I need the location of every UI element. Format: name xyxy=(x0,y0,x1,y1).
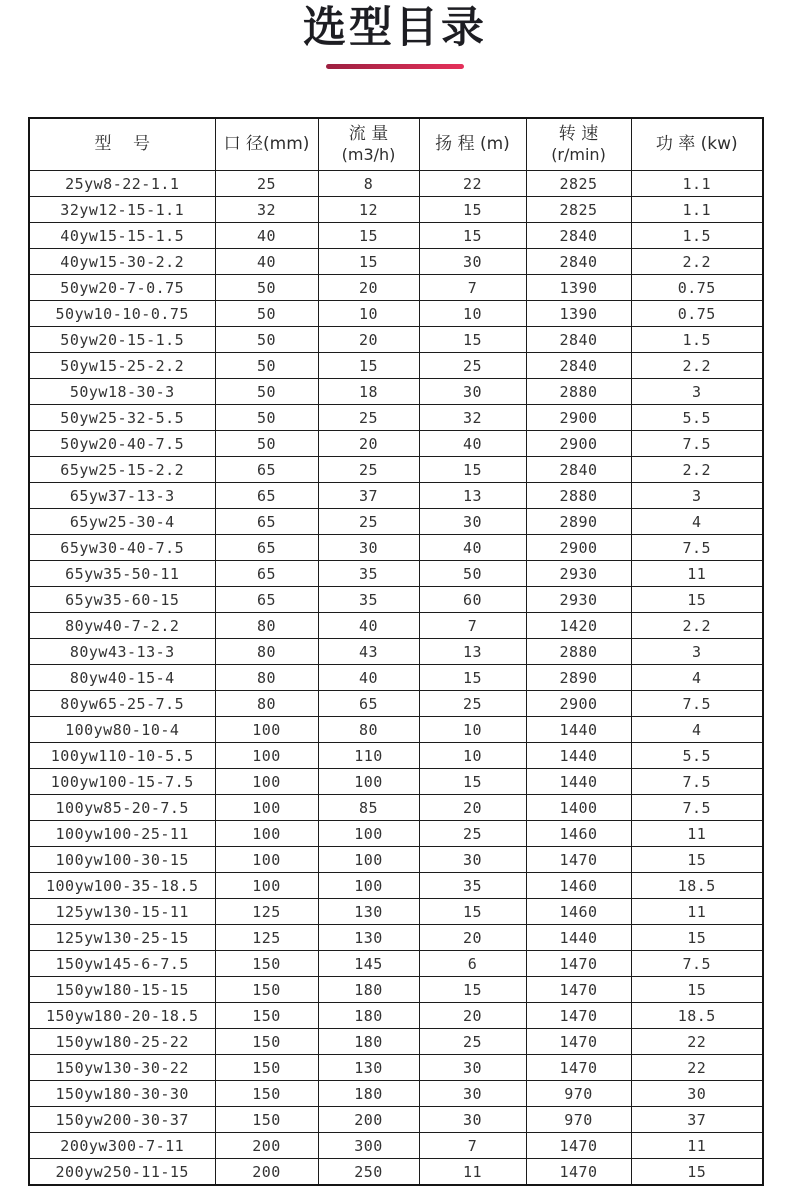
table-row xyxy=(29,795,763,821)
cell-power: 7.5 xyxy=(631,769,763,795)
cell-speed: 1470 xyxy=(526,977,631,1003)
cell-power: 11 xyxy=(631,899,763,925)
column-header-diameter xyxy=(215,118,318,171)
table-row xyxy=(29,1107,763,1133)
cell-model: 50yw10-10-0.75 xyxy=(29,301,215,327)
column-header-model-line1: 型 号 xyxy=(94,133,151,154)
table-row xyxy=(29,821,763,847)
cell-flow: 15 xyxy=(318,249,419,275)
cell-diameter: 65 xyxy=(215,561,318,587)
cell-power: 5.5 xyxy=(631,405,763,431)
cell-power: 18.5 xyxy=(631,873,763,899)
cell-power: 18.5 xyxy=(631,1003,763,1029)
cell-flow: 300 xyxy=(318,1133,419,1159)
cell-diameter: 65 xyxy=(215,457,318,483)
table-row xyxy=(29,899,763,925)
cell-model: 150yw200-30-37 xyxy=(29,1107,215,1133)
cell-head: 7 xyxy=(419,275,526,301)
cell-flow: 40 xyxy=(318,613,419,639)
cell-speed: 1440 xyxy=(526,769,631,795)
cell-head: 15 xyxy=(419,197,526,223)
cell-model: 150yw180-15-15 xyxy=(29,977,215,1003)
table-row xyxy=(29,457,763,483)
cell-diameter: 100 xyxy=(215,795,318,821)
cell-diameter: 150 xyxy=(215,977,318,1003)
cell-diameter: 65 xyxy=(215,535,318,561)
cell-head: 30 xyxy=(419,509,526,535)
cell-model: 80yw40-7-2.2 xyxy=(29,613,215,639)
column-header-flow xyxy=(318,118,419,171)
cell-diameter: 150 xyxy=(215,1029,318,1055)
table-row xyxy=(29,977,763,1003)
cell-speed: 1470 xyxy=(526,951,631,977)
cell-head: 10 xyxy=(419,743,526,769)
cell-diameter: 100 xyxy=(215,717,318,743)
table-row xyxy=(29,223,763,249)
cell-diameter: 50 xyxy=(215,431,318,457)
cell-speed: 1420 xyxy=(526,613,631,639)
cell-diameter: 50 xyxy=(215,327,318,353)
table-row xyxy=(29,535,763,561)
table-row xyxy=(29,249,763,275)
cell-power: 3 xyxy=(631,483,763,509)
cell-power: 15 xyxy=(631,977,763,1003)
cell-diameter: 125 xyxy=(215,925,318,951)
cell-flow: 180 xyxy=(318,977,419,1003)
cell-diameter: 150 xyxy=(215,1055,318,1081)
cell-power: 2.2 xyxy=(631,457,763,483)
cell-head: 6 xyxy=(419,951,526,977)
cell-power: 11 xyxy=(631,561,763,587)
cell-flow: 43 xyxy=(318,639,419,665)
cell-head: 13 xyxy=(419,483,526,509)
cell-diameter: 65 xyxy=(215,509,318,535)
table-row xyxy=(29,639,763,665)
cell-speed: 2840 xyxy=(526,223,631,249)
cell-model: 50yw20-40-7.5 xyxy=(29,431,215,457)
cell-flow: 80 xyxy=(318,717,419,743)
cell-power: 11 xyxy=(631,821,763,847)
cell-flow: 20 xyxy=(318,327,419,353)
cell-flow: 180 xyxy=(318,1081,419,1107)
cell-power: 7.5 xyxy=(631,535,763,561)
cell-speed: 1470 xyxy=(526,1159,631,1186)
cell-flow: 40 xyxy=(318,665,419,691)
cell-model: 100yw100-30-15 xyxy=(29,847,215,873)
cell-model: 150yw180-30-30 xyxy=(29,1081,215,1107)
cell-head: 20 xyxy=(419,925,526,951)
cell-diameter: 100 xyxy=(215,821,318,847)
cell-head: 40 xyxy=(419,431,526,457)
cell-flow: 130 xyxy=(318,1055,419,1081)
column-header-flow-line2: (m3/h) xyxy=(341,145,396,165)
cell-diameter: 40 xyxy=(215,249,318,275)
cell-flow: 130 xyxy=(318,899,419,925)
cell-speed: 1440 xyxy=(526,743,631,769)
cell-model: 65yw30-40-7.5 xyxy=(29,535,215,561)
table-row xyxy=(29,379,763,405)
cell-diameter: 100 xyxy=(215,743,318,769)
cell-speed: 1400 xyxy=(526,795,631,821)
cell-flow: 85 xyxy=(318,795,419,821)
cell-diameter: 80 xyxy=(215,613,318,639)
cell-head: 15 xyxy=(419,457,526,483)
cell-diameter: 150 xyxy=(215,1081,318,1107)
table-row xyxy=(29,327,763,353)
cell-flow: 100 xyxy=(318,821,419,847)
cell-diameter: 50 xyxy=(215,379,318,405)
table-row xyxy=(29,509,763,535)
cell-diameter: 80 xyxy=(215,665,318,691)
cell-flow: 35 xyxy=(318,587,419,613)
cell-power: 11 xyxy=(631,1133,763,1159)
cell-model: 80yw40-15-4 xyxy=(29,665,215,691)
cell-model: 25yw8-22-1.1 xyxy=(29,171,215,197)
cell-flow: 100 xyxy=(318,873,419,899)
cell-power: 1.5 xyxy=(631,327,763,353)
cell-power: 15 xyxy=(631,1159,763,1186)
cell-model: 125yw130-15-11 xyxy=(29,899,215,925)
cell-diameter: 200 xyxy=(215,1133,318,1159)
cell-head: 30 xyxy=(419,1107,526,1133)
cell-head: 25 xyxy=(419,353,526,379)
cell-model: 40yw15-15-1.5 xyxy=(29,223,215,249)
cell-diameter: 125 xyxy=(215,899,318,925)
header-row xyxy=(29,118,763,171)
cell-flow: 25 xyxy=(318,509,419,535)
cell-power: 22 xyxy=(631,1029,763,1055)
cell-flow: 15 xyxy=(318,223,419,249)
cell-diameter: 80 xyxy=(215,639,318,665)
cell-speed: 2840 xyxy=(526,457,631,483)
cell-power: 1.1 xyxy=(631,197,763,223)
cell-head: 30 xyxy=(419,1055,526,1081)
column-header-head xyxy=(419,118,526,171)
column-header-speed xyxy=(526,118,631,171)
cell-power: 3 xyxy=(631,379,763,405)
cell-diameter: 40 xyxy=(215,223,318,249)
cell-flow: 20 xyxy=(318,431,419,457)
cell-diameter: 50 xyxy=(215,353,318,379)
table-row xyxy=(29,873,763,899)
table-row xyxy=(29,769,763,795)
cell-flow: 200 xyxy=(318,1107,419,1133)
cell-speed: 2825 xyxy=(526,197,631,223)
cell-head: 60 xyxy=(419,587,526,613)
cell-diameter: 200 xyxy=(215,1159,318,1186)
table-row xyxy=(29,1133,763,1159)
cell-model: 65yw25-30-4 xyxy=(29,509,215,535)
cell-speed: 1440 xyxy=(526,717,631,743)
page-title: 选型目录 xyxy=(303,3,487,53)
cell-head: 15 xyxy=(419,769,526,795)
cell-diameter: 100 xyxy=(215,873,318,899)
cell-power: 2.2 xyxy=(631,613,763,639)
table-row xyxy=(29,743,763,769)
cell-power: 15 xyxy=(631,925,763,951)
cell-flow: 10 xyxy=(318,301,419,327)
cell-power: 2.2 xyxy=(631,353,763,379)
cell-head: 11 xyxy=(419,1159,526,1186)
cell-speed: 1470 xyxy=(526,1029,631,1055)
cell-flow: 12 xyxy=(318,197,419,223)
cell-head: 30 xyxy=(419,249,526,275)
cell-power: 0.75 xyxy=(631,301,763,327)
table-row xyxy=(29,1029,763,1055)
cell-flow: 37 xyxy=(318,483,419,509)
cell-speed: 1440 xyxy=(526,925,631,951)
cell-head: 30 xyxy=(419,379,526,405)
cell-flow: 30 xyxy=(318,535,419,561)
cell-speed: 1470 xyxy=(526,1133,631,1159)
cell-flow: 15 xyxy=(318,353,419,379)
cell-model: 200yw300-7-11 xyxy=(29,1133,215,1159)
table-row xyxy=(29,353,763,379)
cell-flow: 25 xyxy=(318,405,419,431)
cell-model: 40yw15-30-2.2 xyxy=(29,249,215,275)
cell-diameter: 25 xyxy=(215,171,318,197)
cell-model: 150yw130-30-22 xyxy=(29,1055,215,1081)
table-row xyxy=(29,951,763,977)
cell-head: 35 xyxy=(419,873,526,899)
table-row xyxy=(29,405,763,431)
cell-power: 2.2 xyxy=(631,249,763,275)
cell-speed: 2900 xyxy=(526,431,631,457)
cell-model: 100yw100-15-7.5 xyxy=(29,769,215,795)
cell-model: 32yw12-15-1.1 xyxy=(29,197,215,223)
table-row xyxy=(29,1003,763,1029)
cell-flow: 18 xyxy=(318,379,419,405)
cell-power: 5.5 xyxy=(631,743,763,769)
cell-flow: 110 xyxy=(318,743,419,769)
cell-model: 100yw110-10-5.5 xyxy=(29,743,215,769)
cell-speed: 2840 xyxy=(526,249,631,275)
table-row xyxy=(29,1081,763,1107)
cell-model: 80yw65-25-7.5 xyxy=(29,691,215,717)
cell-head: 10 xyxy=(419,717,526,743)
cell-head: 15 xyxy=(419,223,526,249)
cell-speed: 970 xyxy=(526,1107,631,1133)
cell-model: 150yw145-6-7.5 xyxy=(29,951,215,977)
cell-head: 15 xyxy=(419,327,526,353)
cell-diameter: 100 xyxy=(215,769,318,795)
cell-speed: 2930 xyxy=(526,561,631,587)
table-row xyxy=(29,691,763,717)
cell-model: 100yw80-10-4 xyxy=(29,717,215,743)
cell-speed: 2880 xyxy=(526,639,631,665)
cell-head: 32 xyxy=(419,405,526,431)
cell-power: 7.5 xyxy=(631,795,763,821)
cell-head: 20 xyxy=(419,1003,526,1029)
table-body xyxy=(29,171,763,1186)
cell-power: 30 xyxy=(631,1081,763,1107)
cell-diameter: 50 xyxy=(215,301,318,327)
table-row xyxy=(29,431,763,457)
cell-flow: 180 xyxy=(318,1029,419,1055)
cell-power: 22 xyxy=(631,1055,763,1081)
table-row xyxy=(29,301,763,327)
cell-head: 15 xyxy=(419,899,526,925)
cell-speed: 970 xyxy=(526,1081,631,1107)
cell-flow: 100 xyxy=(318,769,419,795)
cell-model: 65yw35-60-15 xyxy=(29,587,215,613)
table-row xyxy=(29,587,763,613)
column-header-power-line1: 功 率 (kw) xyxy=(655,133,738,154)
cell-diameter: 65 xyxy=(215,587,318,613)
cell-speed: 1470 xyxy=(526,1055,631,1081)
cell-model: 50yw15-25-2.2 xyxy=(29,353,215,379)
table-header xyxy=(29,118,763,171)
selection-table xyxy=(28,117,764,1186)
table-row xyxy=(29,717,763,743)
table-row xyxy=(29,1159,763,1186)
cell-flow: 8 xyxy=(318,171,419,197)
cell-diameter: 150 xyxy=(215,1107,318,1133)
cell-speed: 1460 xyxy=(526,899,631,925)
cell-model: 200yw250-11-15 xyxy=(29,1159,215,1186)
cell-model: 50yw25-32-5.5 xyxy=(29,405,215,431)
cell-model: 65yw35-50-11 xyxy=(29,561,215,587)
cell-power: 4 xyxy=(631,717,763,743)
cell-flow: 180 xyxy=(318,1003,419,1029)
cell-model: 50yw18-30-3 xyxy=(29,379,215,405)
cell-speed: 2900 xyxy=(526,535,631,561)
cell-power: 4 xyxy=(631,665,763,691)
cell-model: 65yw25-15-2.2 xyxy=(29,457,215,483)
cell-model: 125yw130-25-15 xyxy=(29,925,215,951)
cell-model: 65yw37-13-3 xyxy=(29,483,215,509)
table-row xyxy=(29,275,763,301)
cell-power: 7.5 xyxy=(631,691,763,717)
cell-flow: 250 xyxy=(318,1159,419,1186)
cell-flow: 130 xyxy=(318,925,419,951)
column-header-speed-line2: (r/min) xyxy=(551,145,606,165)
table-row xyxy=(29,1055,763,1081)
cell-diameter: 150 xyxy=(215,951,318,977)
cell-speed: 1470 xyxy=(526,1003,631,1029)
cell-power: 0.75 xyxy=(631,275,763,301)
cell-head: 22 xyxy=(419,171,526,197)
cell-speed: 2890 xyxy=(526,665,631,691)
cell-head: 30 xyxy=(419,1081,526,1107)
cell-head: 40 xyxy=(419,535,526,561)
table-row xyxy=(29,483,763,509)
cell-head: 15 xyxy=(419,977,526,1003)
cell-head: 7 xyxy=(419,613,526,639)
cell-speed: 1460 xyxy=(526,821,631,847)
column-header-speed-line1: 转 速 xyxy=(558,123,599,144)
cell-power: 1.5 xyxy=(631,223,763,249)
column-header-flow-line1: 流 量 xyxy=(348,123,389,144)
cell-diameter: 32 xyxy=(215,197,318,223)
cell-head: 50 xyxy=(419,561,526,587)
cell-model: 100yw85-20-7.5 xyxy=(29,795,215,821)
cell-power: 7.5 xyxy=(631,431,763,457)
cell-power: 15 xyxy=(631,847,763,873)
cell-power: 15 xyxy=(631,587,763,613)
column-header-power xyxy=(631,118,763,171)
cell-model: 50yw20-7-0.75 xyxy=(29,275,215,301)
cell-head: 20 xyxy=(419,795,526,821)
table-row xyxy=(29,613,763,639)
cell-power: 1.1 xyxy=(631,171,763,197)
cell-diameter: 65 xyxy=(215,483,318,509)
cell-head: 13 xyxy=(419,639,526,665)
cell-head: 25 xyxy=(419,1029,526,1055)
cell-head: 25 xyxy=(419,821,526,847)
cell-flow: 25 xyxy=(318,457,419,483)
cell-flow: 35 xyxy=(318,561,419,587)
cell-power: 3 xyxy=(631,639,763,665)
cell-head: 25 xyxy=(419,691,526,717)
cell-head: 30 xyxy=(419,847,526,873)
cell-flow: 145 xyxy=(318,951,419,977)
table-row xyxy=(29,171,763,197)
cell-head: 10 xyxy=(419,301,526,327)
cell-speed: 2900 xyxy=(526,691,631,717)
cell-diameter: 100 xyxy=(215,847,318,873)
cell-speed: 2840 xyxy=(526,327,631,353)
cell-speed: 2825 xyxy=(526,171,631,197)
cell-speed: 2900 xyxy=(526,405,631,431)
table-row xyxy=(29,197,763,223)
cell-speed: 2840 xyxy=(526,353,631,379)
cell-diameter: 150 xyxy=(215,1003,318,1029)
cell-model: 100yw100-35-18.5 xyxy=(29,873,215,899)
cell-head: 15 xyxy=(419,665,526,691)
column-header-head-line1: 扬 程 (m) xyxy=(435,133,510,154)
title-underline xyxy=(326,64,464,69)
cell-diameter: 50 xyxy=(215,405,318,431)
table-row xyxy=(29,561,763,587)
cell-flow: 65 xyxy=(318,691,419,717)
cell-speed: 2930 xyxy=(526,587,631,613)
table-row xyxy=(29,925,763,951)
cell-head: 7 xyxy=(419,1133,526,1159)
cell-diameter: 50 xyxy=(215,275,318,301)
cell-diameter: 80 xyxy=(215,691,318,717)
cell-speed: 2880 xyxy=(526,483,631,509)
cell-speed: 1390 xyxy=(526,301,631,327)
cell-power: 7.5 xyxy=(631,951,763,977)
cell-speed: 2880 xyxy=(526,379,631,405)
cell-model: 150yw180-20-18.5 xyxy=(29,1003,215,1029)
cell-power: 4 xyxy=(631,509,763,535)
cell-model: 100yw100-25-11 xyxy=(29,821,215,847)
column-header-diameter-line1: 口 径(mm) xyxy=(223,133,310,154)
cell-flow: 100 xyxy=(318,847,419,873)
column-header-model xyxy=(29,118,215,171)
table-row xyxy=(29,847,763,873)
cell-speed: 1390 xyxy=(526,275,631,301)
cell-speed: 2890 xyxy=(526,509,631,535)
cell-model: 50yw20-15-1.5 xyxy=(29,327,215,353)
cell-power: 37 xyxy=(631,1107,763,1133)
cell-flow: 20 xyxy=(318,275,419,301)
cell-speed: 1470 xyxy=(526,847,631,873)
cell-speed: 1460 xyxy=(526,873,631,899)
cell-model: 150yw180-25-22 xyxy=(29,1029,215,1055)
table-row xyxy=(29,665,763,691)
cell-model: 80yw43-13-3 xyxy=(29,639,215,665)
